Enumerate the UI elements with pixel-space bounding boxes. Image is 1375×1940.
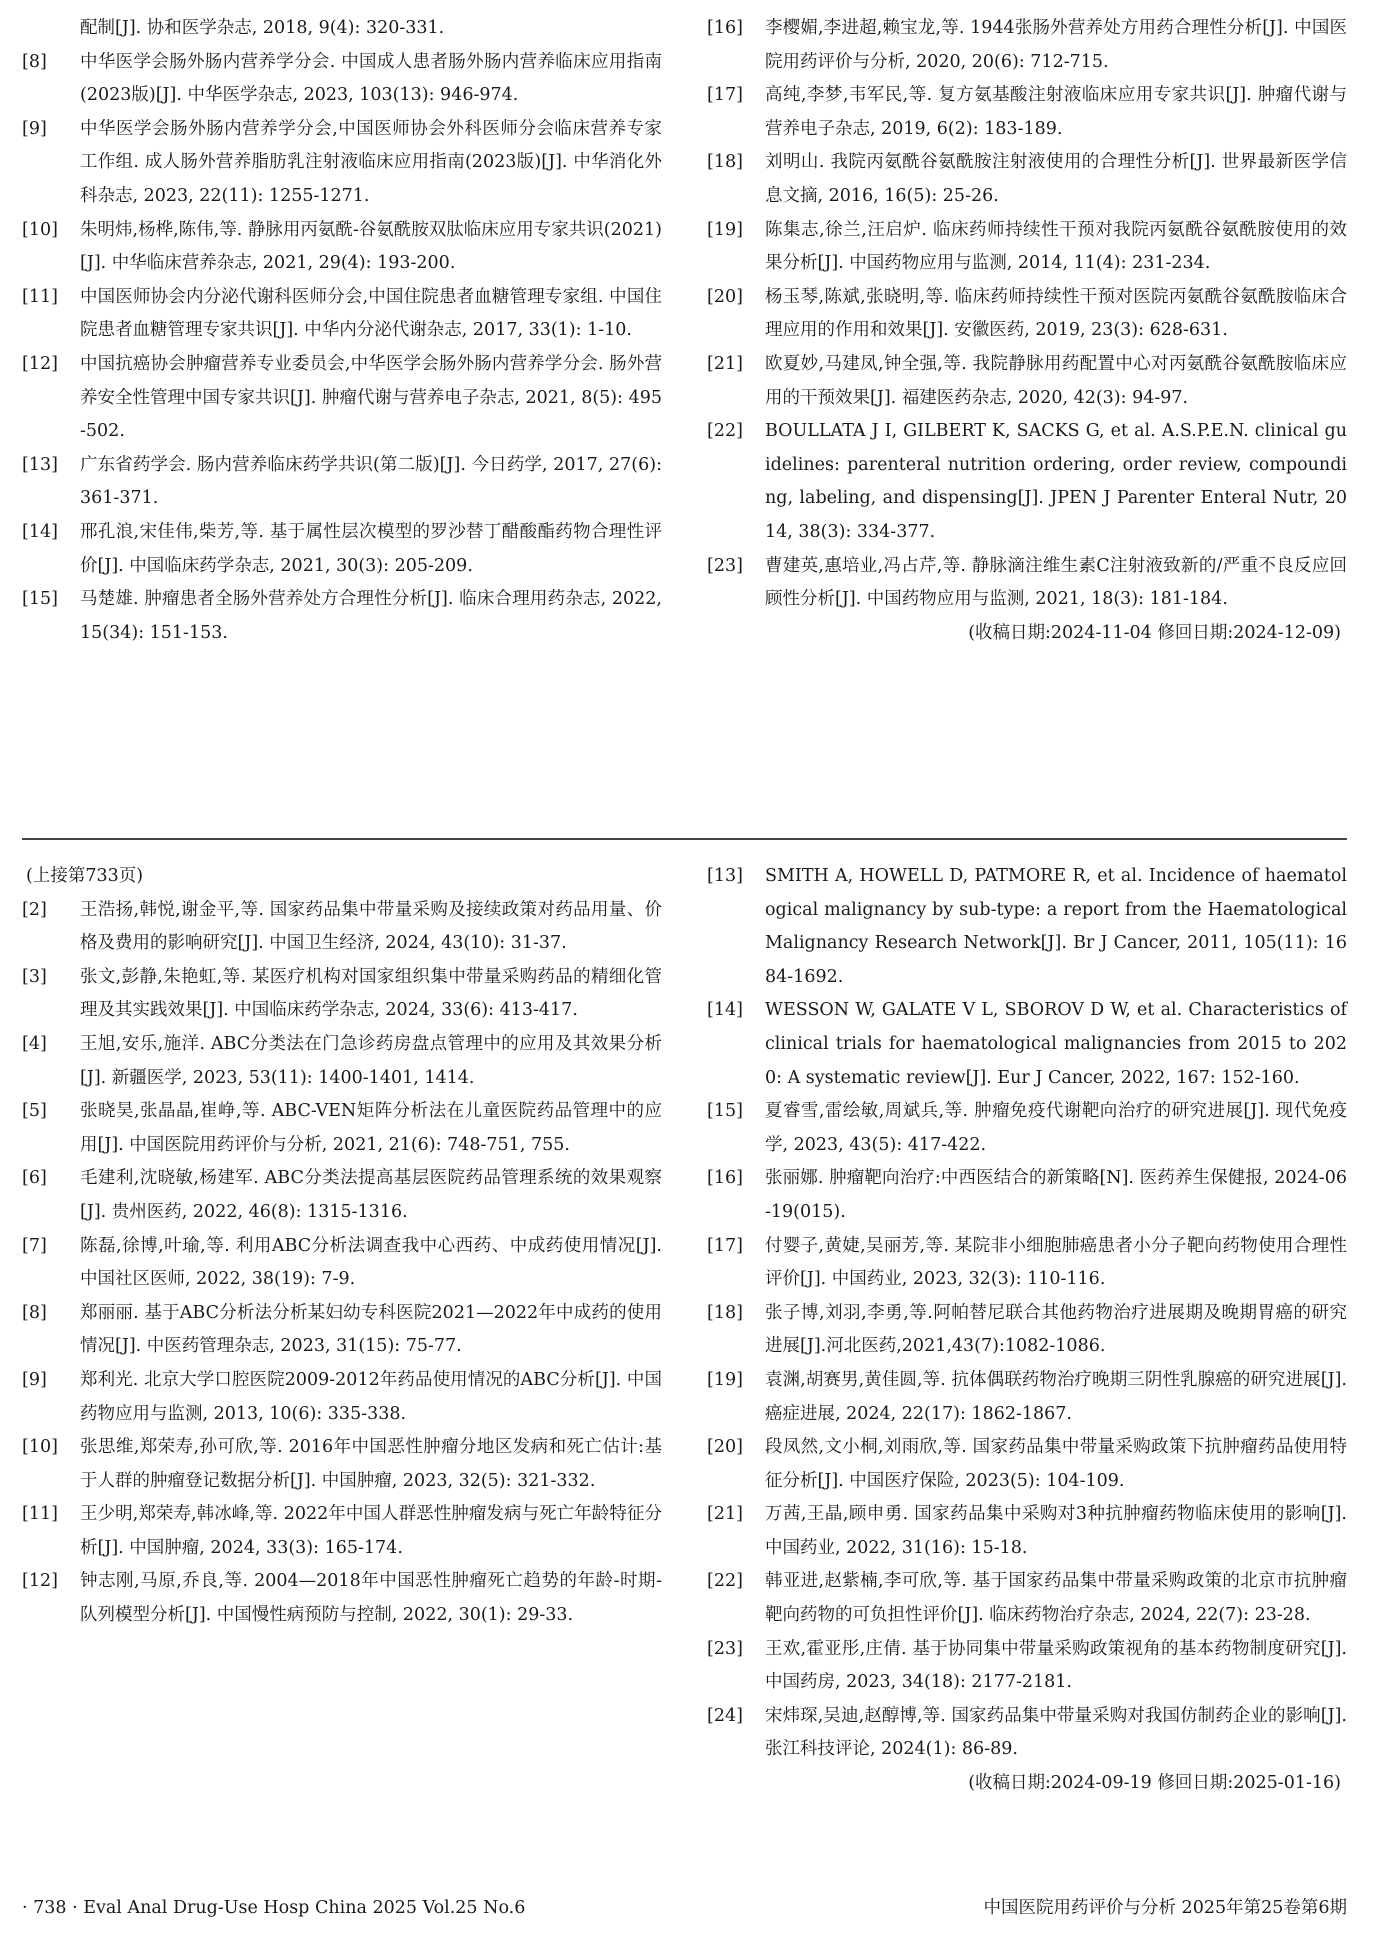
reference-item xyxy=(707,1498,1347,1565)
reference-text: 中国抗癌协会肿瘤营养专业委员会,中华医学会肠外肠内营养学分会. 肠外营养安全性管理中国专家共识[J]. 肿瘤代谢与营养电子杂志, 2021, 8(5): 495-502. xyxy=(80,353,662,442)
reference-item xyxy=(22,214,662,281)
reference-item xyxy=(22,449,662,516)
reference-number: [22] xyxy=(707,421,743,442)
reference-item xyxy=(22,1565,662,1632)
reference-item xyxy=(707,860,1347,994)
reference-number: [18] xyxy=(707,152,743,173)
reference-number: [20] xyxy=(707,286,743,307)
reference-text: 王欢,霍亚彤,庄倩. 基于协同集中带量采购政策视角的基本药物制度研究[J]. 中国药房, 2023, 34(18): 2177-2181. xyxy=(765,1638,1347,1693)
section-divider xyxy=(22,838,1347,840)
reference-number: [12] xyxy=(22,353,58,374)
reference-text: 刘明山. 我院丙氨酰谷氨酰胺注射液使用的合理性分析[J]. 世界最新医学信息文摘, 2016, 16(5): 25-26. xyxy=(765,152,1347,206)
reference-item xyxy=(22,516,662,583)
reference-number: [16] xyxy=(707,1168,743,1189)
reference-text: SMITH A, HOWELL D, PATMORE R, et al. Incidence of haematological malignancy by sub-type: a report from the Haematological Malignancy Research Network[J]. Br J Cancer, 2011, 105(11): 1684-1692. xyxy=(765,866,1347,987)
reference-number: [4] xyxy=(22,1033,47,1054)
reference-item xyxy=(707,214,1347,281)
reference-text: 陈集志,徐兰,汪启炉. 临床药师持续性干预对我院丙氨酰谷氨酰胺使用的效果分析[J]. 中国药物应用与监测, 2014, 11(4): 231-234. xyxy=(765,219,1347,274)
continued-from-header: (上接第733页) xyxy=(26,866,144,886)
reference-text: 付婴子,黄婕,吴丽芳,等. 某院非小细胞肺癌患者小分子靶向药物使用合理性评价[J]. 中国药业, 2023, 32(3): 110-116. xyxy=(765,1235,1347,1290)
reference-text: 王旭,安乐,施洋. ABC分类法在门急诊药房盘点管理中的应用及其效果分析[J]. 新疆医学, 2023, 53(11): 1400-1401, 1414. xyxy=(80,1033,662,1088)
reference-text: 夏睿雪,雷绘敏,周斌兵,等. 肿瘤免疫代谢靶向治疗的研究进展[J]. 现代免疫学, 2023, 43(5): 417-422. xyxy=(765,1101,1347,1155)
reference-number: [10] xyxy=(22,219,58,240)
reference-number: [16] xyxy=(707,18,743,38)
reference-text: 万茜,王晶,顾申勇. 国家药品集中采购对3种抗肿瘤药物临床使用的影响[J]. 中国药业, 2022, 31(16): 15-18. xyxy=(765,1504,1347,1558)
reference-number: [15] xyxy=(22,589,58,610)
reference-number: [15] xyxy=(707,1101,743,1122)
reference-text: 配制[J]. 协和医学杂志, 2018, 9(4): 320-331. xyxy=(80,18,445,38)
reference-item xyxy=(707,348,1347,415)
reference-number: [17] xyxy=(707,1235,743,1256)
reference-item xyxy=(707,1700,1347,1767)
reference-text: 曹建英,惠培业,冯占芹,等. 静脉滴注维生素C注射液致新的/严重不良反应回顾性分析[J]. 中国药物应用与监测, 2021, 18(3): 181-184. xyxy=(765,555,1347,610)
reference-number: [19] xyxy=(707,219,743,240)
reference-number: [11] xyxy=(22,286,58,307)
reference-text: 中华医学会肠外肠内营养学分会. 中国成人患者肠外肠内营养临床应用指南(2023版)[J]. 中华医学杂志, 2023, 103(13): 946-974. xyxy=(80,51,662,106)
reference-text: 郑利光. 北京大学口腔医院2009-2012年药品使用情况的ABC分析[J]. 中国药物应用与监测, 2013, 10(6): 335-338. xyxy=(80,1369,662,1424)
top-right-column xyxy=(707,12,1347,650)
reference-text: 段凤然,文小桐,刘雨欣,等. 国家药品集中带量采购政策下抗肿瘤药品使用特征分析[J]. 中国医疗保险, 2023(5): 104-109. xyxy=(765,1437,1347,1491)
reference-item xyxy=(707,994,1347,1095)
reference-text: 钟志刚,马原,乔良,等. 2004—2018年中国恶性肿瘤死亡趋势的年龄-时期-队列模型分析[J]. 中国慢性病预防与控制, 2022, 30(1): 29-33. xyxy=(80,1571,662,1626)
reference-text: 张思维,郑荣寿,孙可欣,等. 2016年中国恶性肿瘤分地区发病和死亡估计:基于人群的肿瘤登记数据分析[J]. 中国肿瘤, 2023, 32(5): 321-332. xyxy=(80,1437,662,1491)
reference-item xyxy=(707,1230,1347,1297)
reference-number: [17] xyxy=(707,85,743,106)
reference-text: 郑丽丽. 基于ABC分析法分析某妇幼专科医院2021—2022年中成药的使用情况[J]. 中医药管理杂志, 2023, 31(15): 75-77. xyxy=(80,1302,662,1357)
reference-item xyxy=(22,961,662,1028)
reference-item xyxy=(707,1364,1347,1431)
reference-text: 中国医师协会内分泌代谢科医师分会,中国住院患者血糖管理专家组. 中国住院患者血糖管理专家共识[J]. 中华内分泌代谢杂志, 2017, 33(1): 1-10. xyxy=(80,286,662,341)
reference-text: 广东省药学会. 肠内营养临床药学共识(第二版)[J]. 今日药学, 2017, 27(6): 361-371. xyxy=(80,454,662,509)
reference-item xyxy=(707,1095,1347,1162)
bottom-left-column xyxy=(22,860,662,1633)
reference-number: [19] xyxy=(707,1369,743,1390)
reference-item xyxy=(22,1431,662,1498)
reference-number: [6] xyxy=(22,1168,47,1189)
reference-text: 王少明,郑荣寿,韩冰峰,等. 2022年中国人群恶性肿瘤发病与死亡年龄特征分析[J]. 中国肿瘤, 2024, 33(3): 165-174. xyxy=(80,1504,662,1558)
reference-item xyxy=(707,1297,1347,1364)
reference-text: 王浩扬,韩悦,谢金平,等. 国家药品集中带量采购及接续政策对药品用量、价格及费用的影响研究[J]. 中国卫生经济, 2024, 43(10): 31-37. xyxy=(80,899,662,954)
reference-text: 李樱媚,李进超,赖宝龙,等. 1944张肠外营养处方用药合理性分析[J]. 中国医院用药评价与分析, 2020, 20(6): 712-715. xyxy=(765,18,1347,72)
reference-item xyxy=(707,1565,1347,1632)
reference-item xyxy=(22,1162,662,1229)
reference-number: [21] xyxy=(707,353,743,374)
reference-item xyxy=(22,1297,662,1364)
reference-number: [9] xyxy=(22,1369,47,1390)
reference-text: 张丽娜. 肿瘤靶向治疗:中西医结合的新策略[N]. 医药养生保健报, 2024-06-19(015). xyxy=(765,1168,1347,1222)
reference-item xyxy=(22,113,662,214)
reference-number: [5] xyxy=(22,1101,47,1122)
reference-text: 毛建利,沈晓敏,杨建军. ABC分类法提高基层医院药品管理系统的效果观察[J]. 贵州医药, 2022, 46(8): 1315-1316. xyxy=(80,1168,662,1222)
bottom-right-column xyxy=(707,860,1347,1801)
reference-number: [2] xyxy=(22,899,47,920)
reference-text: 宋炜琛,吴迪,赵醇博,等. 国家药品集中带量采购对我国仿制药企业的影响[J]. 张江科技评论, 2024(1): 86-89. xyxy=(765,1705,1347,1760)
reference-item xyxy=(22,281,662,348)
reference-text: 韩亚进,赵紫楠,李可欣,等. 基于国家药品集中带量采购政策的北京市抗肿瘤靶向药物的可负担性评价[J]. 临床药物治疗杂志, 2024, 22(7): 23-28. xyxy=(765,1571,1347,1626)
reference-item xyxy=(22,1230,662,1297)
reference-number: [13] xyxy=(707,866,743,886)
top-left-column xyxy=(22,12,662,650)
reference-number: [23] xyxy=(707,1638,743,1659)
reference-item xyxy=(22,1028,662,1095)
reference-number: [12] xyxy=(22,1571,58,1592)
reference-item xyxy=(707,1162,1347,1229)
reference-item xyxy=(707,281,1347,348)
reference-item xyxy=(22,894,662,961)
reference-item xyxy=(707,79,1347,146)
reference-number: [18] xyxy=(707,1302,743,1323)
reference-number: [22] xyxy=(707,1571,743,1592)
reference-text: 袁渊,胡赛男,黄佳圆,等. 抗体偶联药物治疗晚期三阴性乳腺癌的研究进展[J]. 癌症进展, 2024, 22(17): 1862-1867. xyxy=(765,1369,1347,1424)
reference-text: 欧夏妙,马建凤,钟全强,等. 我院静脉用药配置中心对丙氨酰谷氨酰胺临床应用的干预效果[J]. 福建医药杂志, 2020, 42(3): 94-97. xyxy=(765,353,1347,408)
reference-number: [20] xyxy=(707,1437,743,1458)
reference-text: 中华医学会肠外肠内营养学分会,中国医师协会外科医师分会临床营养专家工作组. 成人肠外营养脂肪乳注射液临床应用指南(2023版)[J]. 中华消化外科杂志, 2023, 22(11): 1255-1271. xyxy=(80,118,662,206)
reference-number: [3] xyxy=(22,966,47,987)
reference-item xyxy=(22,46,662,113)
reference-number: [14] xyxy=(22,521,58,542)
reference-item xyxy=(22,583,662,650)
reference-text: 陈磊,徐博,叶瑜,等. 利用ABC分析法调查我中心西药、中成药使用情况[J]. 中国社区医师, 2022, 38(19): 7-9. xyxy=(80,1235,662,1290)
reference-continuation xyxy=(22,12,662,46)
reference-item xyxy=(707,1431,1347,1498)
reference-text: BOULLATA J I, GILBERT K, SACKS G, et al. A.S.P.E.N. clinical guidelines: parenteral nutrition ordering, order review, compounding, labeling, and dispensing[J]. JPEN J Parenter Enteral Nutr, 2014, 38(3): 334-377. xyxy=(765,421,1347,542)
reference-item xyxy=(22,1095,662,1162)
reference-item xyxy=(707,415,1347,549)
reference-number: [24] xyxy=(707,1705,743,1726)
reference-text: 邢孔浪,宋佳伟,柴芳,等. 基于属性层次模型的罗沙替丁醋酸酯药物合理性评价[J]. 中国临床药学杂志, 2021, 30(3): 205-209. xyxy=(80,521,662,576)
reference-item xyxy=(22,1498,662,1565)
reference-text: 马楚雄. 肿瘤患者全肠外营养处方合理性分析[J]. 临床合理用药杂志, 2022, 15(34): 151-153. xyxy=(80,589,662,643)
reference-text: 张晓昊,张晶晶,崔峥,等. ABC-VEN矩阵分析法在儿童医院药品管理中的应用[J]. 中国医院用药评价与分析, 2021, 21(6): 748-751, 755. xyxy=(80,1101,662,1155)
reference-text: 高纯,李梦,韦军民,等. 复方氨基酸注射液临床应用专家共识[J]. 肿瘤代谢与营养电子杂志, 2019, 6(2): 183-189. xyxy=(765,85,1347,139)
reference-item xyxy=(22,1364,662,1431)
reference-number: [8] xyxy=(22,1302,47,1323)
reference-item xyxy=(707,1633,1347,1700)
reference-number: [21] xyxy=(707,1504,743,1525)
reference-number: [23] xyxy=(707,555,743,576)
reference-number: [7] xyxy=(22,1235,47,1256)
reference-number: [14] xyxy=(707,1000,743,1021)
page-footer-left: · 738 · Eval Anal Drug-Use Hosp China 2025 Vol.25 No.6 xyxy=(22,1898,526,1918)
reference-item xyxy=(707,550,1347,617)
reference-text: WESSON W, GALATE V L, SBOROV D W, et al. Characteristics of clinical trials for haematological malignancies from 2015 to 2020: A systematic review[J]. Eur J Cancer, 2022, 167: 152-160. xyxy=(765,1000,1347,1088)
reference-text: 张子博,刘羽,李勇,等.阿帕替尼联合其他药物治疗进展期及晚期胃癌的研究进展[J].河北医药,2021,43(7):1082-1086. xyxy=(765,1302,1347,1357)
reference-item xyxy=(22,348,662,449)
received-revised-dates: (收稿日期:2024-11-04 修回日期:2024-12-09) xyxy=(968,622,1341,643)
reference-text: 朱明炜,杨桦,陈伟,等. 静脉用丙氨酰-谷氨酰胺双肽临床应用专家共识(2021)[J]. 中华临床营养杂志, 2021, 29(4): 193-200. xyxy=(80,219,662,274)
reference-number: [10] xyxy=(22,1437,58,1458)
reference-number: [13] xyxy=(22,454,58,475)
reference-text: 杨玉琴,陈斌,张晓明,等. 临床药师持续性干预对医院丙氨酰谷氨酰胺临床合理应用的作用和效果[J]. 安徽医药, 2019, 23(3): 628-631. xyxy=(765,286,1347,341)
reference-text: 张文,彭静,朱艳虹,等. 某医疗机构对国家组织集中带量采购药品的精细化管理及其实践效果[J]. 中国临床药学杂志, 2024, 33(6): 413-417. xyxy=(80,966,662,1021)
reference-number: [11] xyxy=(22,1504,58,1525)
received-revised-dates: (收稿日期:2024-09-19 修回日期:2025-01-16) xyxy=(968,1773,1341,1794)
reference-number: [8] xyxy=(22,51,47,72)
reference-item xyxy=(707,146,1347,213)
reference-item xyxy=(707,12,1347,79)
page-footer-right: 中国医院用药评价与分析 2025年第25卷第6期 xyxy=(983,1898,1347,1918)
reference-number: [9] xyxy=(22,118,47,139)
